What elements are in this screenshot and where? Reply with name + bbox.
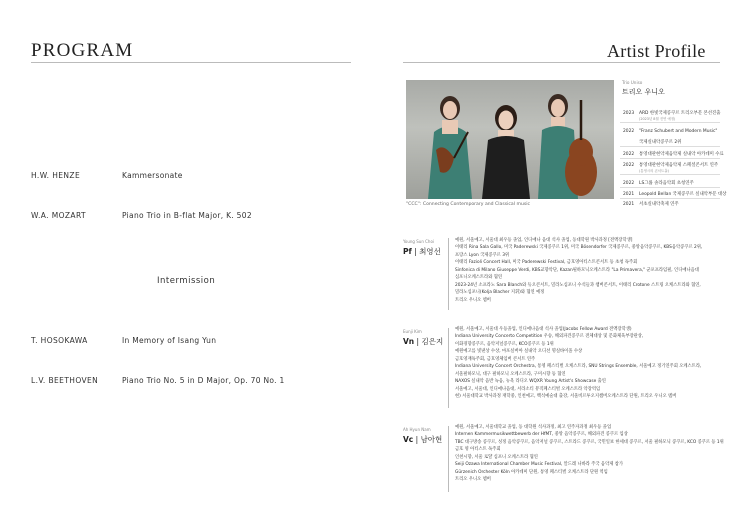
history-divider — [620, 174, 720, 175]
history-divider — [620, 198, 720, 199]
member-en-name-pf: Young Sun Choi — [403, 239, 435, 244]
history-row-sub: (통영시의 콘서트홀) — [639, 169, 669, 173]
member-en-name-vc: Ah Hyun Nam — [403, 427, 431, 432]
history-row: 2021 Leopold Bellan 국제콩쿠르 실내악부문 대상 — [623, 192, 727, 197]
history-row: 2022 LS그룹 솔라음악회 초청연주 — [623, 181, 694, 186]
trio-name-ko: 트리오 우니오 — [622, 88, 665, 96]
program-composer-4: L.V. BEETHOVEN — [31, 376, 99, 385]
member-en-name-vn: Eunji Kim — [403, 329, 422, 334]
member-bio-vc: 예원, 서울예고, 서울대학교 졸업, 동 대학원 석사과정, 최고 연주자과정 최우등 졸업 Internen Kammermusikwettbewerb der HfMT, 중앙 음악콩쿠르, 해외파견 콩쿠르 입상 TBC 대구방송 콩쿠르, 성정 음악콩쿠르, 음악저널 콩쿠르, 스트라드 콩쿠르, 국민일보 한세대 콩쿠르, 서울 필하모닉 콩쿠르, KCO 콩쿠르 등 1위 금호 영 아티스트 독주회 인천시향, 서울 로얄 심포니 오케스트라 협연 Seiji Ozawa International Chamber Music Festival, 알드레 나바라 주국 음악제 참가 Gürzenich Orchester Köln 아카데미 단원, 통영 페스티벌 오케스트라 단원 역임 트리오 우니오 멤버 — [455, 425, 724, 483]
program-composer-3: T. HOSOKAWA — [31, 336, 88, 345]
history-divider — [620, 158, 720, 159]
profile-title: Artist Profile — [607, 41, 706, 61]
history-row: 2022 통영대관현악제음악제 스페셜콘서트 연주 — [623, 163, 719, 168]
program-intermission: Intermission — [157, 276, 216, 286]
program-title: PROGRAM — [31, 40, 134, 61]
program-composer-2: W.A. MOZART — [31, 211, 86, 220]
program-work-2: Piano Trio in B-flat Major, K. 502 — [122, 211, 252, 220]
member-instrument-vn: Vn | 김은지 — [403, 337, 444, 346]
program-title-rule — [31, 62, 351, 63]
history-row: 2023 ARD 한빛국제콩쿠르 트리오부문 본선진출 — [623, 111, 721, 116]
program-work-1: Kammersonate — [122, 171, 183, 180]
history-row-sub: (2023년 8월 진연 예정) — [639, 117, 676, 121]
member-divider-pf — [448, 238, 449, 310]
member-divider-vc — [448, 426, 449, 492]
history-row: 2022 통영대관현악제음악제 실내악 아카데미 수료 — [623, 152, 724, 157]
history-row: 국제실내악콩쿠르 2위 — [639, 140, 682, 145]
program-work-3: In Memory of Isang Yun — [122, 336, 217, 345]
profile-title-rule — [403, 62, 720, 63]
trio-name-en: Trio Uniso — [622, 80, 643, 85]
member-bio-pf: 예원, 서울예고, 서울대 최우등 졸업, 인디애나 음대 석사 졸업, 동대학원 박사과정 [전액장학생] 이태리 Rina Sala Gallo, 미국 Paderewski 국제콩쿠르 1위, 미국 Bösendorfer 국제콩쿠르, 중앙음악콩쿠르, KBS음악콩쿠르 2위, 프랑스 Lyon 국제콩쿠르 3위 이태리 Fazioli Concert Hall, 미국 Paderewski Festival, 금호영아티스트콘서트 등 초청 독주회 Sinfonica di Milano Giuseppe Verdi, KBS교향악단, Kazan필하모닉오케스트라 "La Primavera," 군포프라임필, 인디애나음대 심포니오케스트라와 협연 2023-24년 소프라노 Sara Blanch와 듀오콘서트, 밀라노심포니 수석들과 챔버콘서트, 이태리 Crotone 스트링 오케스트라와 협연, 밀라노심포니(Kolja Blacher 지휘)와 협연 예정 트리오 우니오 멤버 — [455, 238, 703, 303]
history-row: 2021 서초실내악축제 연주 — [623, 202, 679, 207]
member-instrument-vc: Vc | 남아현 — [403, 435, 443, 444]
program-composer-1: H.W. HENZE — [31, 171, 81, 180]
history-row: 2022 "Franz Schubert and Modern Music" — [623, 129, 718, 134]
member-bio-vn: 예원, 서울예고, 서울대 우등졸업, 인디애나음대 석사 졸업(Jacobs Fellow Award 전액장학생) Indiana University Concerto Competition 우승, 해외파견콩쿠르 전체대상 및 문화체육부장관상, 이화경향콩쿠르, 음악저널콩쿠르, KCO콩쿠르 등 1위 예원예고를 빛낸상 수상, 마포실버아 실내악 오디션 명실바이올 수상 금호영재독주회, 금호영체임버 콘서트 연주 Indiana University Concert Orchestra, 통영 페스티벌 오케스트라, SNU Strings Ensemble, 서울예고 정기연주회 오케스트라, 서울필하모닉, 대구 필하모닉 오케스트라, 구미시향 등 협연 NAXOS 실내악 음반 녹음, 뉴욕 라디오 WQXR Young Artist's Showcase 출연 서울예고, 서울대, 인디애나음대, 서라소티 뮤직페스티벌 오케스트라 악장역임 현) 서울대학교 박사과정 재학중, 인천예고, 백석예술대 출강, 서울비르투오지챔버오케스트라 단원, 트리오 우니오 멤버 — [455, 327, 702, 400]
history-divider — [620, 122, 720, 123]
trio-photo-image — [406, 80, 614, 199]
member-instrument-pf: Pf | 최영선 — [403, 247, 441, 256]
member-divider-vn — [448, 328, 449, 408]
history-divider — [620, 146, 720, 147]
photo-caption: "CCC": Connecting Contemporary and Classical music — [406, 202, 531, 207]
program-work-4: Piano Trio No. 5 in D Major, Op. 70 No. 1 — [122, 376, 285, 385]
trio-photo — [406, 80, 614, 199]
history-divider — [620, 187, 720, 188]
